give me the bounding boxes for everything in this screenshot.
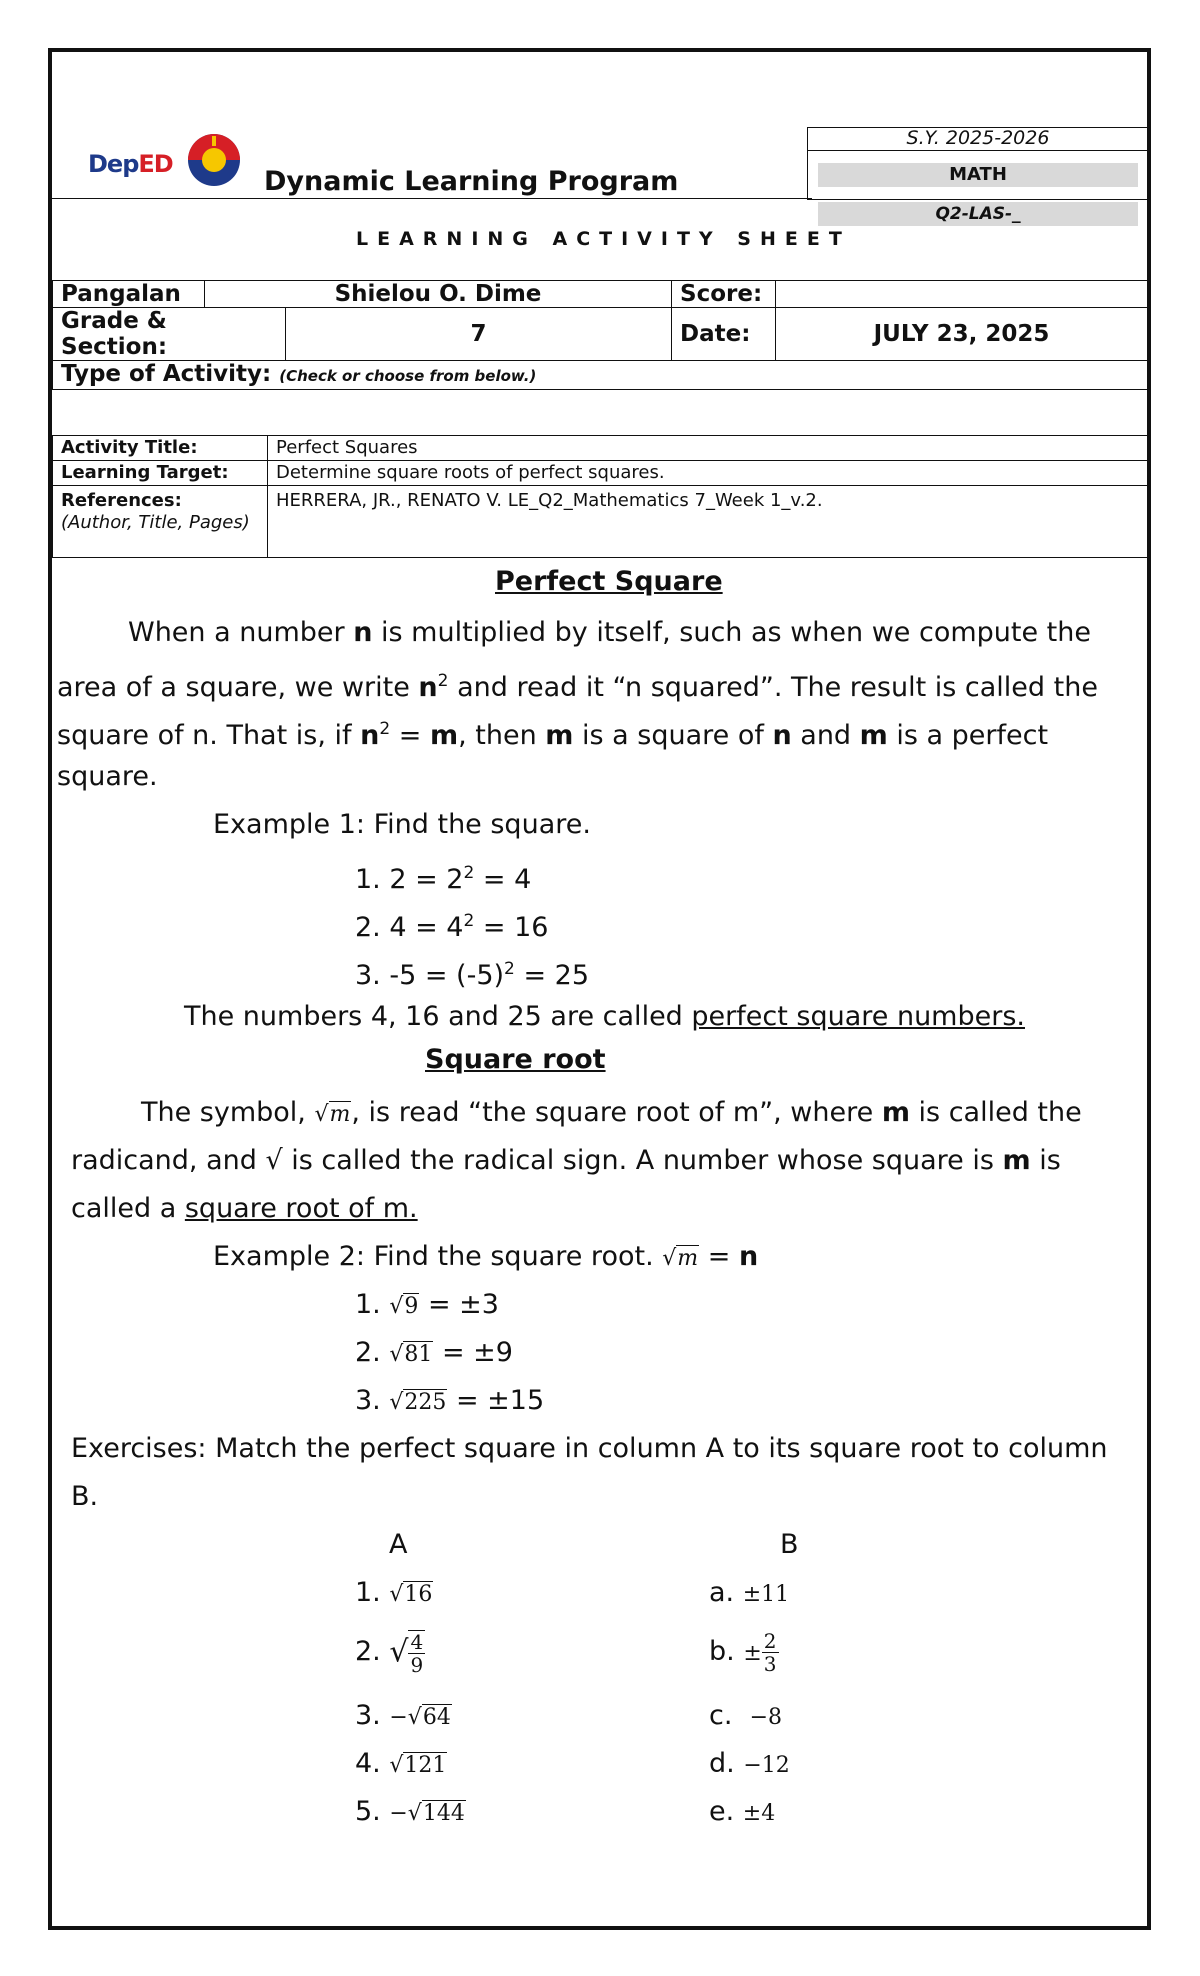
- las-code: Q2-LAS-_: [818, 202, 1138, 226]
- column-a-item-2: 2. √ $\frac{4}{9}$: [355, 1629, 424, 1677]
- example1-heading: Example 1: Find the square.: [213, 809, 591, 840]
- activity-title-label: Activity Title:: [53, 436, 268, 461]
- para2-line2: radicand, and √ is called the radical sign. A number whose square is m is: [71, 1145, 1061, 1176]
- grade-value: 7: [470, 321, 487, 347]
- column-b-item-a: a. ±11: [709, 1577, 790, 1608]
- name-value: Shielou O. Dime: [205, 281, 672, 308]
- para1-line2: area of a square, we write $n^2$ and read it “n squared”. The result is called the: [57, 671, 1098, 703]
- name-label: Pangalan: [53, 281, 205, 308]
- example2-item-3: 3. √225 = ±15: [355, 1385, 545, 1416]
- column-a-item-4: 4. √121: [355, 1748, 447, 1779]
- example1-item-1: 1. $2 = 2^2 = 4$: [355, 863, 532, 895]
- example2-item-1: 1. √9 = ±3: [355, 1289, 499, 1320]
- header-divider: [52, 198, 812, 199]
- column-a-item-1: 1. √16: [355, 1577, 433, 1608]
- activity-table: [52, 435, 1148, 558]
- exercise-instruction-line2: B.: [71, 1481, 99, 1512]
- bagong-pilipinas-logo: [188, 134, 240, 186]
- program-title: Dynamic Learning Program: [264, 166, 679, 197]
- example1-item-2: 2. $4 = 4^2 = 16$: [355, 911, 549, 943]
- column-b-item-b: b. ± $\frac{2}{3}$: [709, 1629, 777, 1676]
- school-year: S.Y. 2025-2026: [906, 127, 1050, 149]
- date-value: JULY 23, 2025: [776, 308, 1148, 361]
- column-b-header: B: [780, 1529, 799, 1560]
- column-a-header: A: [389, 1529, 408, 1560]
- learning-target-value: Determine square roots of perfect squares.: [268, 461, 1148, 486]
- sheet-title: LEARNING ACTIVITY SHEET: [356, 228, 851, 250]
- column-b-item-d: d. −12: [709, 1748, 790, 1779]
- exercise-instruction-line1: Exercises: Match the perfect square in column A to its square root to column: [71, 1433, 1108, 1464]
- section-square-root-title: Square root: [425, 1044, 606, 1075]
- column-b-item-c: c. −8: [709, 1700, 783, 1731]
- example2-item-2: 2. √81 = ±9: [355, 1337, 513, 1368]
- references-label: References: (Author, Title, Pages): [53, 486, 268, 558]
- section-perfect-square-title: Perfect Square: [495, 566, 723, 597]
- score-label: Score:: [672, 281, 776, 308]
- column-a-item-5: 5. −√144: [355, 1796, 465, 1827]
- type-of-activity: Type of Activity: (Check or choose from below.): [53, 361, 1148, 390]
- column-b-item-e: e. ±4: [709, 1796, 776, 1827]
- para2-line1: The symbol, √m, is read “the square root of m”, where m is called the: [141, 1097, 1082, 1128]
- para1-line3: square of n. That is, if $n^2 = m$, then m is a square of n and m is a perfect: [57, 719, 1049, 751]
- date-label: Date:: [672, 308, 776, 361]
- references-value: HERRERA, JR., RENATO V. LE_Q2_Mathematics 7_Week 1_v.2.: [268, 486, 1148, 558]
- para1-line4: square.: [57, 761, 158, 792]
- para2-line3: called a square root of m.: [71, 1193, 418, 1224]
- grade-row: [53, 308, 672, 361]
- example1-item-3: 3. $-5 = (-5)^2 = 25$: [355, 959, 590, 991]
- para1-line1: When a number n is multiplied by itself, such as when we compute the: [128, 617, 1091, 648]
- score-value: [776, 281, 1148, 308]
- subject-label: MATH: [818, 163, 1138, 187]
- student-info-table: [52, 280, 1148, 390]
- deped-logo: DepED: [88, 150, 173, 178]
- sy-separator: [807, 150, 1149, 151]
- column-a-item-3: 3. −√64: [355, 1700, 451, 1731]
- grade-label: Grade & Section:: [53, 308, 286, 360]
- activity-title-value: Perfect Squares: [268, 436, 1148, 461]
- learning-target-label: Learning Target:: [53, 461, 268, 486]
- perfect-square-note: The numbers 4, 16 and 25 are called perfect square numbers.: [184, 1001, 1025, 1032]
- q2-divider: [807, 199, 1149, 200]
- example2-heading: Example 2: Find the square root. √m = n: [213, 1241, 759, 1272]
